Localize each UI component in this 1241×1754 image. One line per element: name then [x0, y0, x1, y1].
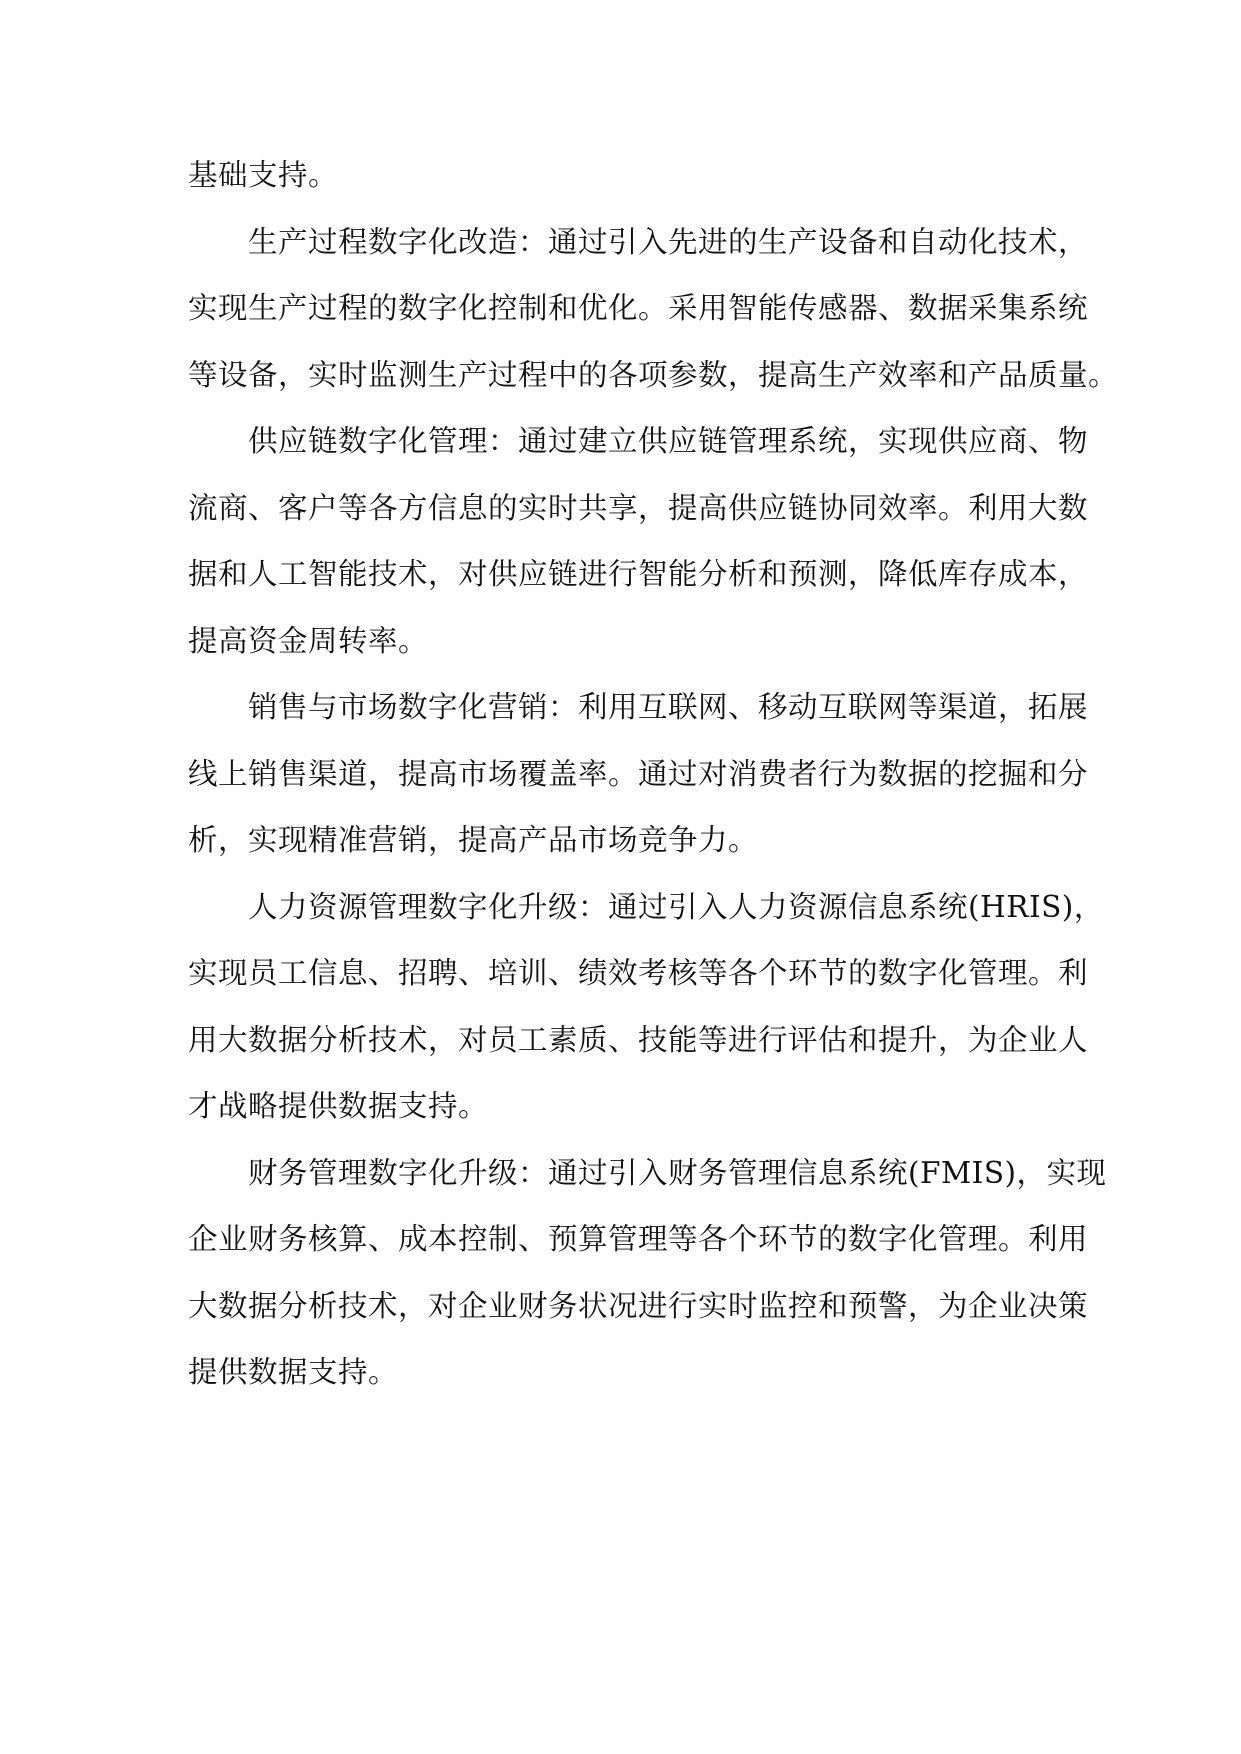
text-line: 提供数据支持。: [188, 1355, 399, 1389]
paragraph-supply-chain: [188, 408, 1089, 674]
text-line: 流商、客户等各方信息的实时共享，提高供应链协同效率。利用大数: [188, 490, 1089, 525]
text-line: 大数据分析技术，对企业财务状况进行实时监控和预警，为企业决策: [188, 1288, 1089, 1323]
text-line: 企业财务核算、成本控制、预算管理等各个环节的数字化管理。利用: [188, 1222, 1089, 1256]
text-line: 销售与市场数字化营销：利用互联网、移动互联网等渠道，拓展: [248, 690, 1089, 724]
text-line: 实现员工信息、招聘、培训、绩效考核等各个环节的数字化管理。利: [188, 956, 1089, 990]
text-line: 才战略提供数据支持。: [188, 1089, 489, 1123]
document-body: [188, 142, 1119, 1406]
paragraph-sales-marketing: [188, 674, 1089, 874]
text-line: 人力资源管理数字化升级：通过引入人力资源信息系统(HRIS)，: [248, 889, 1104, 924]
paragraph-hr-management: [188, 874, 1104, 1140]
text-line: 实现生产过程的数字化控制和优化。采用智能传感器、数据采集系统: [188, 291, 1089, 325]
text-line: 等设备，实时监测生产过程中的各项参数，提高生产效率和产品质量。: [188, 357, 1119, 392]
text-line: 据和人工智能技术，对供应链进行智能分析和预测，降低库存成本，: [188, 557, 1089, 591]
text-line: 线上销售渠道，提高市场覆盖率。通过对消费者行为数据的挖掘和分: [188, 756, 1089, 791]
text-line: 财务管理数字化升级：通过引入财务管理信息系统(FMIS)，实现: [248, 1155, 1107, 1190]
paragraph-continuation: [188, 142, 1068, 209]
paragraph-production-digitalization: [188, 209, 1119, 409]
text-line: 提高资金周转率。: [188, 623, 429, 658]
text-line: 供应链数字化管理：通过建立供应链管理系统，实现供应商、物: [248, 424, 1089, 458]
paragraph-finance-management: [188, 1140, 1107, 1406]
text-line: 基础支持。: [188, 158, 339, 192]
text-line: 用大数据分析技术，对员工素质、技能等进行评估和提升，为企业人: [188, 1022, 1089, 1057]
text-line: 析，实现精准营销，提高产品市场竞争力。: [188, 823, 759, 857]
text-line: 生产过程数字化改造：通过引入先进的生产设备和自动化技术，: [248, 224, 1089, 259]
